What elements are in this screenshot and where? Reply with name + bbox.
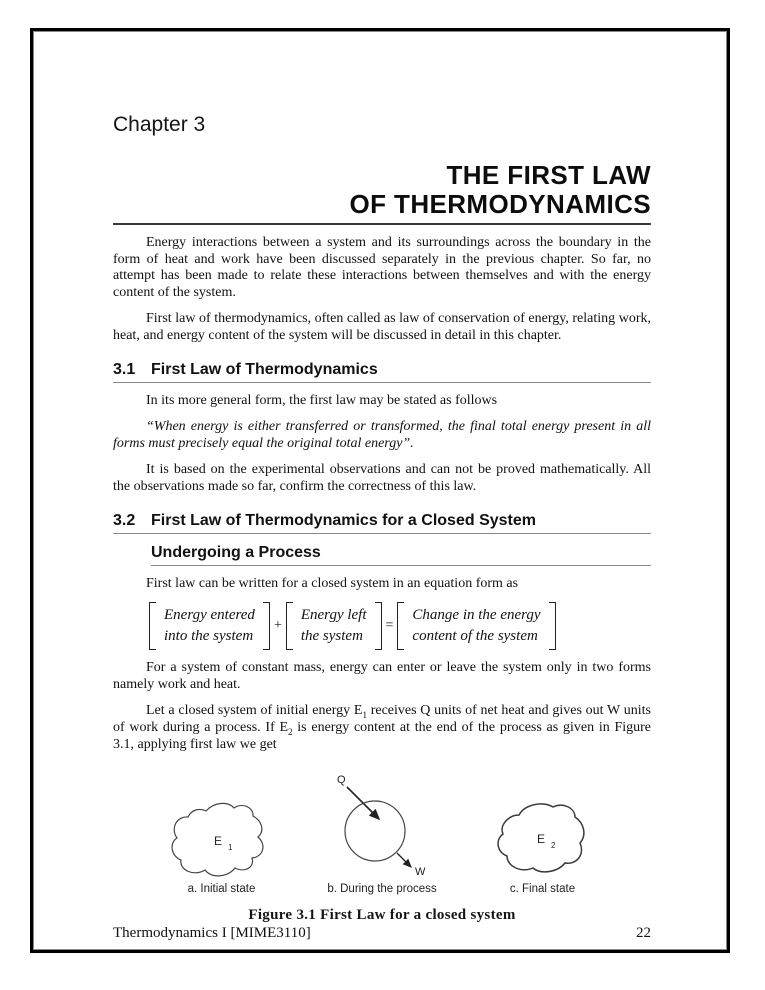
first-law-quote: “When energy is either transferred or transformed, the final total energy present in all forms must precisely equal the original total energy”. [113, 419, 651, 451]
figure-3-1 [113, 769, 651, 895]
process-diagram [317, 769, 447, 881]
system-circle [345, 801, 405, 861]
left-bracket [397, 602, 404, 650]
document-page [30, 28, 730, 953]
section-3-2-subheading [151, 544, 651, 566]
equation-term-energy-change [397, 602, 555, 650]
energy-label-E1: E [214, 834, 223, 849]
title-underline-rule [113, 223, 651, 225]
section-3-1-paragraph-1: In its more general form, the first law may be stated as follows [146, 392, 498, 408]
term-line: the system [300, 628, 363, 645]
footer-page-number: 22 [636, 925, 651, 941]
document-title [113, 161, 651, 219]
right-bracket [263, 602, 270, 650]
footer-course-title: Thermodynamics I [MIME3110] [113, 925, 311, 941]
subscript-2: 2 [288, 726, 293, 737]
equals-operator: = [385, 618, 394, 634]
section-3-2-paragraph-1: First law can be written for a closed system in an equation form as [146, 575, 519, 591]
section-3-2-title-line-2: Undergoing a Process [151, 543, 321, 561]
term-line: Change in the energy [412, 607, 541, 624]
energy-label-E1-subscript: 1 [228, 843, 233, 853]
section-3-2-title-line-1: First Law of Thermodynamics for a Closed System [151, 511, 536, 529]
term-line: into the system [164, 628, 254, 645]
work-label-W: W [415, 866, 426, 879]
paragraph-text: receives Q units of net heat and gives out W units of work during a process. If E [113, 703, 651, 735]
subscript-1: 1 [362, 710, 367, 721]
paragraph-text: Let a closed system of initial energy E [146, 703, 363, 719]
title-line-2: OF THERMODYNAMICS [349, 189, 651, 219]
term-line: Energy entered [164, 607, 255, 624]
energy-label-E2: E [537, 832, 546, 847]
work-output-arrow [397, 853, 411, 867]
section-3-1-number: 3.1 [113, 360, 136, 378]
first-law-equation [149, 602, 651, 650]
section-3-1-heading [113, 361, 651, 383]
title-line-1: THE FIRST LAW [446, 160, 651, 190]
page-content [33, 113, 727, 924]
equation-term-energy-left [286, 602, 382, 650]
figure-during-process [317, 769, 447, 895]
heat-label-Q: Q [337, 774, 346, 787]
section-3-2-heading [113, 512, 651, 534]
equation-term-energy-entered [149, 602, 270, 650]
figure-initial-state [164, 799, 279, 895]
figure-label-final: c. Final state [509, 883, 576, 896]
section-3-1-paragraph-2: It is based on the experimental observations and can not be proved mathematically. All the observations made so far, confirm the correctness of this law. [113, 462, 651, 494]
page-footer [113, 925, 651, 942]
section-3-2-paragraph-2: For a system of constant mass, energy can enter or leave the system only in two forms namely work and heat. [113, 660, 651, 692]
section-3-2-paragraph-3 [113, 703, 651, 753]
term-line: Energy left [300, 607, 367, 624]
final-state-blob [485, 799, 600, 881]
section-3-2-number: 3.2 [113, 511, 136, 529]
plus-operator: + [273, 618, 282, 634]
initial-state-blob [164, 799, 279, 881]
figure-label-during: b. During the process [327, 883, 437, 896]
paragraph-text: is energy content at the end of the process as given in Figure 3.1, applying first law we get [113, 719, 652, 752]
figure-label-initial: a. Initial state [187, 883, 256, 896]
figure-final-state [485, 799, 600, 895]
left-bracket [286, 602, 293, 650]
energy-label-E2-subscript: 2 [551, 841, 556, 851]
section-3-1-title: First Law of Thermodynamics [151, 360, 378, 378]
figure-caption: Figure 3.1 First Law for a closed system [248, 907, 516, 924]
left-bracket [149, 602, 156, 650]
right-bracket [549, 602, 556, 650]
intro-paragraph-2: First law of thermodynamics, often called as law of conservation of energy, relating work, heat, and energy content of the system will be discussed in detail in this chapter. [113, 311, 651, 343]
right-bracket [375, 602, 382, 650]
term-line: content of the system [412, 628, 538, 645]
intro-paragraph-1: Energy interactions between a system and its surroundings across the boundary in the form of heat and work have been discussed separately in the previous chapter. So far, no attempt has been made to relate these interactions between themselves and with the energy content of the system. [113, 235, 651, 300]
chapter-heading: Chapter 3 [113, 113, 206, 136]
